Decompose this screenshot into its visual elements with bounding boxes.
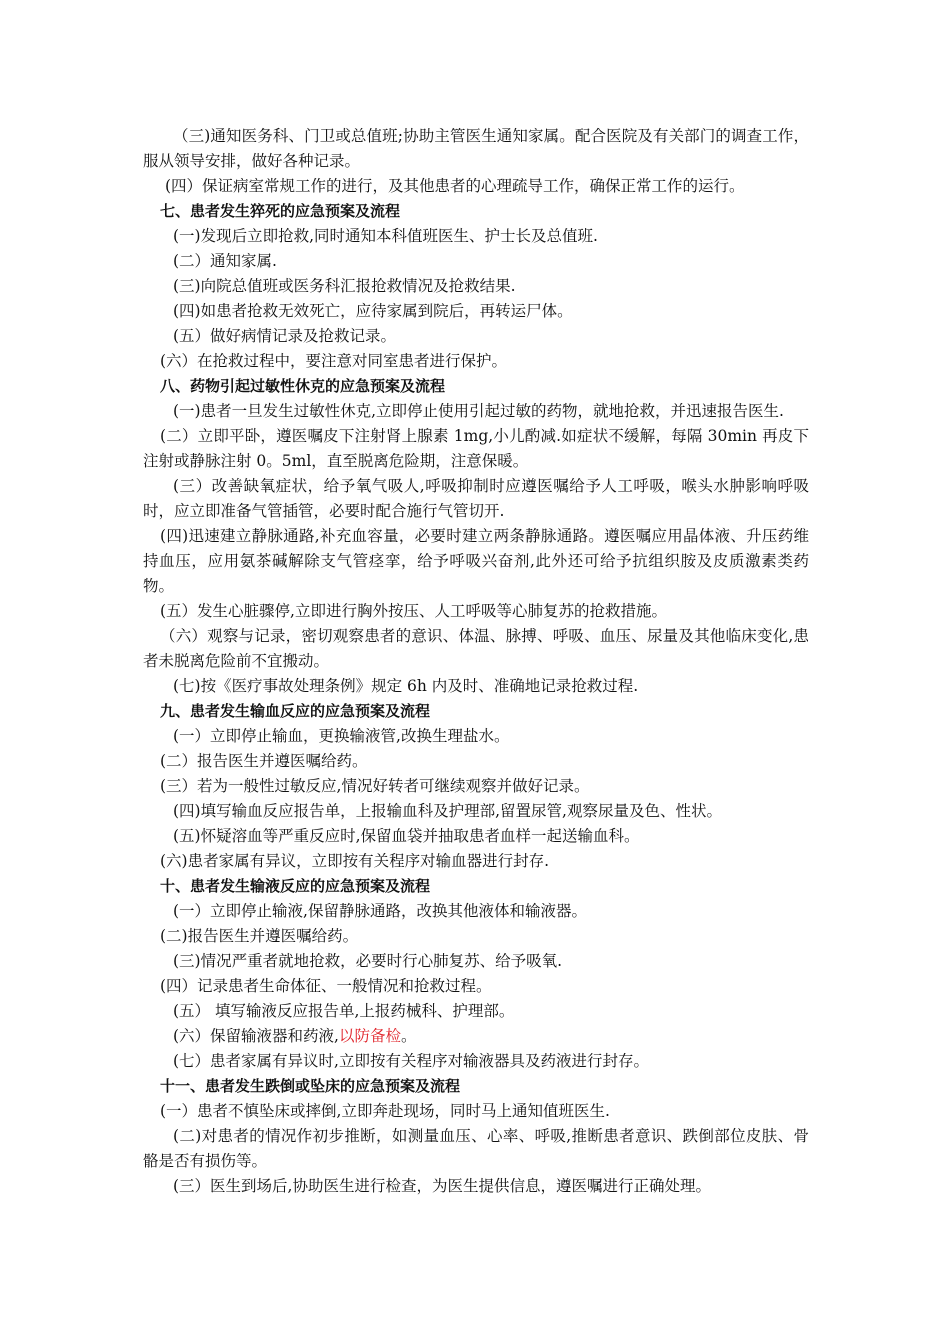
paragraph-text: (四)填写输血反应报告单，上报输血科及护理部,留置尿管,观察尿量及色、性状。	[173, 802, 722, 820]
paragraph-text: （六）观察与记录，密切观察患者的意识、体温、脉搏、呼吸、血压、尿量及其他临床变化,患者未脱离危险前不宜搬动。	[143, 627, 809, 670]
paragraph-text: (二）通知家属.	[173, 252, 277, 270]
paragraph-text: (三）改善缺氧症状，给予氧气吸人,呼吸抑制时应遵医嘱给予人工呼吸，喉头水肿影响呼吸时，应立即准备气管插管，必要时配合施行气管切开.	[143, 477, 809, 520]
paragraph-text: (四)迅速建立静脉通路,补充血容量，必要时建立两条静脉通路。遵医嘱应用晶体液、升压药维持血压，应用氨茶碱解除支气管痉挛，给予呼吸兴奋剂,此外还可给予抗组织胺及皮质激素类药物。	[143, 527, 809, 595]
paragraph-text: (一）立即停止输血，更换输液管,改换生理盐水。	[173, 727, 510, 745]
paragraph-text: (六)患者家属有异议，立即按有关程序对输血器进行封存.	[160, 852, 550, 870]
paragraph-text: 九、患者发生输血反应的应急预案及流程	[160, 702, 431, 720]
paragraph	[143, 299, 809, 324]
paragraph-text: 十一、患者发生跌倒或坠床的应急预案及流程	[160, 1077, 461, 1095]
document-page	[143, 124, 809, 1199]
paragraph-text: 八、药物引起过敏性休克的应急预案及流程	[160, 377, 446, 395]
paragraph-text: (二）报告医生并遵医嘱给药。	[160, 752, 368, 770]
highlighted-text: 以防备检	[338, 1027, 401, 1045]
paragraph	[143, 749, 809, 774]
paragraph-text: （三)通知医务科、门卫或总值班;协助主管医生通知家属。配合医院及有关部门的调查工作，服从领导安排，做好各种记录。	[143, 127, 809, 170]
paragraph-text: (三)向院总值班或医务科汇报抢救情况及抢救结果.	[173, 277, 516, 295]
paragraph-text: (四)如患者抢救无效死亡，应待家属到院后，再转运尸体。	[173, 302, 573, 320]
paragraph-text: (六）保留输液器和药液,	[173, 1027, 339, 1045]
paragraph-text: (四）记录患者生命体征、一般情况和抢救过程。	[160, 977, 492, 995]
paragraph-text: (二)报告医生并遵医嘱给药。	[160, 927, 359, 945]
paragraph-text: (五)怀疑溶血等严重反应时,保留血袋并抽取患者血样一起送输血科。	[173, 827, 640, 845]
paragraph	[143, 974, 809, 999]
paragraph	[143, 1099, 809, 1124]
section-heading	[143, 699, 809, 724]
section-heading	[143, 374, 809, 399]
paragraph	[143, 724, 809, 749]
paragraph-text: (一）患者不慎坠床或摔倒,立即奔赴现场，同时马上通知值班医生.	[160, 1102, 610, 1120]
paragraph	[143, 674, 809, 699]
paragraph	[143, 599, 809, 624]
section-heading	[143, 1074, 809, 1099]
paragraph-text: (三）若为一般性过敏反应,情况好转者可继续观察并做好记录。	[160, 777, 590, 795]
paragraph-text: 十、患者发生输液反应的应急预案及流程	[160, 877, 431, 895]
paragraph-text: (七）患者家属有异议时,立即按有关程序对输液器具及药液进行封存。	[173, 1052, 649, 1070]
paragraph	[143, 1024, 809, 1049]
paragraph-text: 七、患者发生猝死的应急预案及流程	[160, 202, 401, 220]
paragraph	[143, 124, 809, 174]
paragraph	[143, 799, 809, 824]
paragraph-text: (三）医生到场后,协助医生进行检查，为医生提供信息，遵医嘱进行正确处理。	[173, 1177, 711, 1195]
section-heading	[143, 874, 809, 899]
paragraph	[143, 774, 809, 799]
paragraph	[143, 624, 809, 674]
paragraph	[143, 349, 809, 374]
paragraph	[143, 924, 809, 949]
paragraph	[143, 524, 809, 599]
paragraph-text: (六）在抢救过程中，要注意对同室患者进行保护。	[160, 352, 508, 370]
paragraph-text: (一）立即停止输液,保留静脉通路，改换其他液体和输液器。	[173, 902, 587, 920]
paragraph-text: (三)情况严重者就地抢救，必要时行心肺复苏、给予吸氧.	[173, 952, 563, 970]
paragraph	[143, 174, 809, 199]
paragraph	[143, 899, 809, 924]
paragraph	[143, 274, 809, 299]
paragraph	[143, 949, 809, 974]
paragraph-text: (五）发生心脏骤停,立即进行胸外按压、人工呼吸等心肺复苏的抢救措施。	[160, 602, 667, 620]
paragraph	[143, 224, 809, 249]
paragraph	[143, 474, 809, 524]
paragraph	[143, 999, 809, 1024]
paragraph	[143, 424, 809, 474]
paragraph-text: (二）立即平卧，遵医嘱皮下注射肾上腺素 1mg,小儿酌减.如症状不缓解，每隔 30min 再皮下注射或静脉注射 0。5ml，直至脱离危险期，注意保暖。	[143, 427, 809, 470]
paragraph-text: (四）保证病室常规工作的进行，及其他患者的心理疏导工作，确保正常工作的运行。	[165, 177, 745, 195]
paragraph	[143, 249, 809, 274]
paragraph	[143, 1124, 809, 1174]
paragraph	[143, 824, 809, 849]
section-heading	[143, 199, 809, 224]
paragraph	[143, 1174, 809, 1199]
paragraph-tail: 。	[401, 1027, 417, 1045]
paragraph-text: (二)对患者的情况作初步推断，如测量血压、心率、呼吸,推断患者意识、跌倒部位皮肤、骨骼是否有损伤等。	[143, 1127, 809, 1170]
paragraph-text: (五）做好病情记录及抢救记录。	[173, 327, 397, 345]
paragraph	[143, 324, 809, 349]
paragraph	[143, 1049, 809, 1074]
paragraph	[143, 399, 809, 424]
paragraph-text: (七)按《医疗事故处理条例》规定 6h 内及时、准确地记录抢救过程.	[173, 677, 639, 695]
paragraph-text: (一)发现后立即抢救,同时通知本科值班医生、护士长及总值班.	[173, 227, 598, 245]
paragraph-text: (一)患者一旦发生过敏性休克,立即停止使用引起过敏的药物，就地抢救，并迅速报告医生.	[173, 402, 784, 420]
paragraph-text: (五） 填写输液反应报告单,上报药械科、护理部。	[173, 1002, 515, 1020]
paragraph	[143, 849, 809, 874]
